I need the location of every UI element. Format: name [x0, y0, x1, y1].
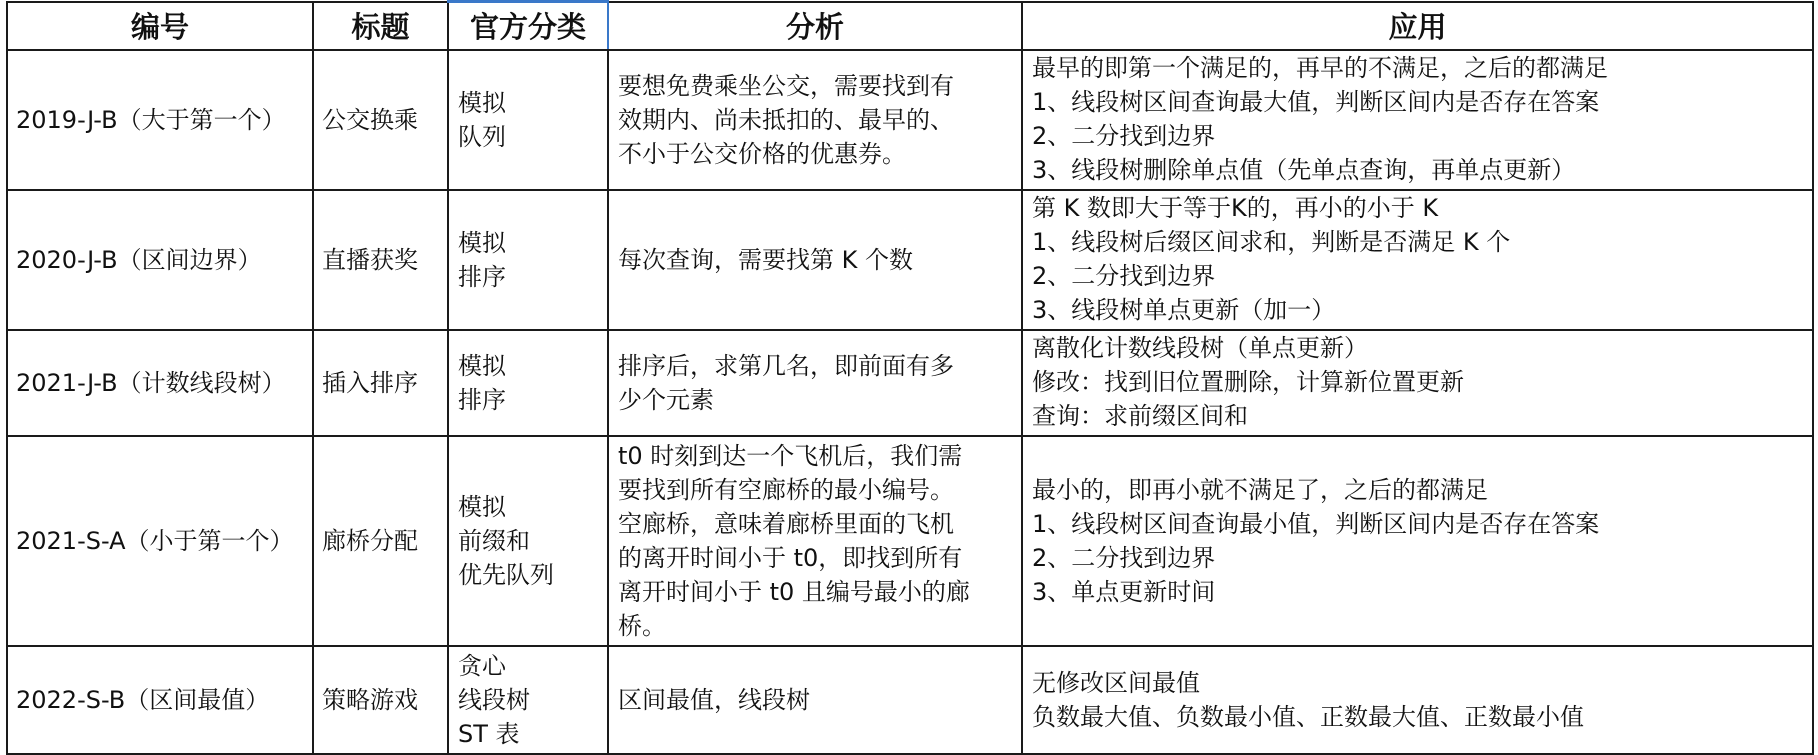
analysis-line: 不小于公交价格的优惠券。 — [618, 139, 906, 168]
cell-category[interactable] — [448, 436, 608, 646]
table-row — [7, 646, 1813, 754]
cell-analysis[interactable] — [608, 330, 1022, 436]
cell-id[interactable]: 2022-S-B（区间最值） — [7, 646, 313, 754]
analysis-line: 区间最值，线段树 — [618, 685, 810, 714]
application-line: 最早的即第一个满足的，再早的不满足，之后的都满足 — [1032, 53, 1608, 82]
table-row — [7, 330, 1813, 436]
cell-category[interactable] — [448, 50, 608, 190]
category-line: ST 表 — [458, 719, 520, 748]
analysis-line: 每次查询，需要找第 K 个数 — [618, 245, 913, 274]
analysis-line: 桥。 — [618, 611, 666, 640]
cell-analysis[interactable] — [608, 436, 1022, 646]
cell-analysis[interactable] — [608, 646, 1022, 754]
application-line: 离散化计数线段树（单点更新） — [1032, 333, 1368, 362]
cell-analysis[interactable] — [608, 50, 1022, 190]
application-line: 修改：找到旧位置删除，计算新位置更新 — [1032, 367, 1464, 396]
category-line: 模拟 — [458, 492, 506, 521]
category-line: 优先队列 — [458, 560, 554, 589]
category-line: 前缀和 — [458, 526, 530, 555]
application-line: 2、二分找到边界 — [1032, 543, 1216, 572]
application-line: 最小的，即再小就不满足了，之后的都满足 — [1032, 475, 1488, 504]
analysis-line: 效期内、尚未抵扣的、最早的、 — [618, 105, 954, 134]
cell-title[interactable]: 策略游戏 — [313, 646, 448, 754]
header-row — [7, 2, 1813, 50]
category-line: 模拟 — [458, 228, 506, 257]
category-line: 排序 — [458, 262, 506, 291]
table-row — [7, 50, 1813, 190]
cell-application[interactable] — [1022, 190, 1813, 330]
cell-category[interactable] — [448, 330, 608, 436]
application-line: 1、线段树区间查询最大值，判断区间内是否存在答案 — [1032, 87, 1600, 116]
analysis-line: 排序后，求第几名，即前面有多 — [618, 351, 954, 380]
category-line: 队列 — [458, 122, 506, 151]
header-title[interactable]: 标题 — [313, 2, 448, 50]
analysis-line: 的离开时间小于 t0，即找到所有 — [618, 543, 963, 572]
application-line: 查询：求前缀区间和 — [1032, 401, 1248, 430]
problem-table — [6, 0, 1814, 755]
table-row — [7, 436, 1813, 646]
category-line: 模拟 — [458, 88, 506, 117]
category-line: 线段树 — [458, 685, 530, 714]
table-row — [7, 190, 1813, 330]
cell-id[interactable]: 2020-J-B（区间边界） — [7, 190, 313, 330]
analysis-line: t0 时刻到达一个飞机后，我们需 — [618, 441, 963, 470]
cell-title[interactable]: 直播获奖 — [313, 190, 448, 330]
cell-title[interactable]: 公交换乘 — [313, 50, 448, 190]
cell-category[interactable] — [448, 190, 608, 330]
application-line: 3、线段树单点更新（加一） — [1032, 295, 1336, 324]
header-category[interactable]: 官方分类 — [448, 2, 608, 50]
cell-analysis[interactable] — [608, 190, 1022, 330]
application-line: 2、二分找到边界 — [1032, 261, 1216, 290]
analysis-line: 空廊桥，意味着廊桥里面的飞机 — [618, 509, 954, 538]
analysis-line: 离开时间小于 t0 且编号最小的廊 — [618, 577, 970, 606]
category-line: 贪心 — [458, 651, 506, 680]
cell-category[interactable] — [448, 646, 608, 754]
analysis-line: 要想免费乘坐公交，需要找到有 — [618, 71, 954, 100]
category-line: 排序 — [458, 385, 506, 414]
application-line: 1、线段树后缀区间求和，判断是否满足 K 个 — [1032, 227, 1511, 256]
cell-application[interactable] — [1022, 646, 1813, 754]
category-line: 模拟 — [458, 351, 506, 380]
header-id[interactable]: 编号 — [7, 2, 313, 50]
cell-title[interactable]: 插入排序 — [313, 330, 448, 436]
application-line: 3、线段树删除单点值（先单点查询，再单点更新） — [1032, 155, 1576, 184]
header-application[interactable]: 应用 — [1022, 2, 1813, 50]
cell-application[interactable] — [1022, 50, 1813, 190]
cell-id[interactable]: 2021-S-A（小于第一个） — [7, 436, 313, 646]
cell-application[interactable] — [1022, 330, 1813, 436]
application-line: 3、单点更新时间 — [1032, 577, 1216, 606]
application-line: 第 K 数即大于等于K的，再小的小于 K — [1032, 193, 1439, 222]
header-analysis[interactable]: 分析 — [608, 2, 1022, 50]
analysis-line: 少个元素 — [618, 385, 714, 414]
application-line: 1、线段树区间查询最小值，判断区间内是否存在答案 — [1032, 509, 1600, 538]
cell-id[interactable]: 2021-J-B（计数线段树） — [7, 330, 313, 436]
cell-id[interactable]: 2019-J-B（大于第一个） — [7, 50, 313, 190]
application-line: 2、二分找到边界 — [1032, 121, 1216, 150]
cell-title[interactable]: 廊桥分配 — [313, 436, 448, 646]
application-line: 无修改区间最值 — [1032, 668, 1200, 697]
cell-application[interactable] — [1022, 436, 1813, 646]
analysis-line: 要找到所有空廊桥的最小编号。 — [618, 475, 954, 504]
application-line: 负数最大值、负数最小值、正数最大值、正数最小值 — [1032, 702, 1584, 731]
